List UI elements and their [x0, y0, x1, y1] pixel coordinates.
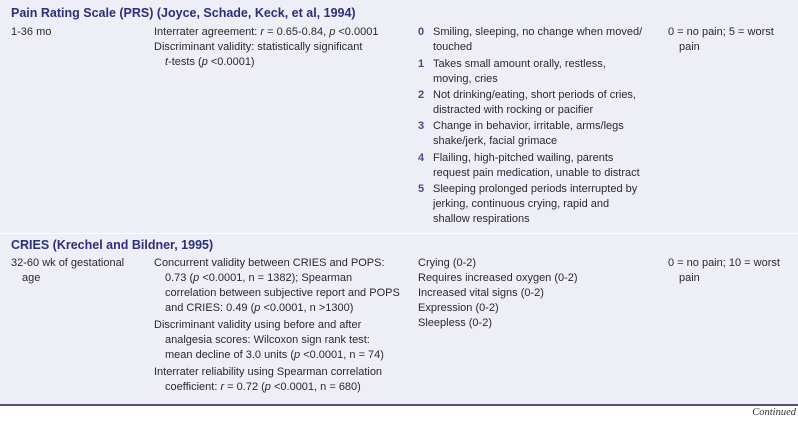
prs-item-number: 4: [418, 152, 425, 164]
cries-reliability-line: Discriminant validity using before and after: [154, 319, 362, 331]
prs-score-line-2: pain: [679, 41, 700, 53]
cries-reliability-line: Interrater reliability using Spearman correlation: [154, 366, 383, 378]
cries-item: Crying (0-2): [418, 257, 477, 269]
prs-item-number: 3: [418, 120, 425, 132]
cries-reliability-line: mean decline of 3.0 units (p <0.0001, n = 74): [165, 349, 384, 361]
cries-reliability-line: correlation between subjective report and POPS: [165, 287, 400, 299]
cries-item: Sleepless (0-2): [418, 317, 492, 329]
section-divider: [0, 233, 798, 234]
cries-title: CRIES (Krechel and Bildner, 1995): [11, 238, 214, 252]
continued-label: Continued: [752, 407, 796, 418]
cries-reliability-line: 0.73 (p <0.0001, n = 1382); Spearman: [165, 272, 353, 284]
cries-reliability-line: analgesia scores: Wilcoxon sign rank test:: [165, 334, 370, 346]
prs-item-text: shake/jerk, facial grimace: [433, 135, 558, 147]
prs-population: 1-36 mo: [11, 26, 52, 38]
prs-reliability-line-3: t-tests (p <0.0001): [165, 56, 255, 68]
prs-item-text: moving, cries: [433, 73, 498, 85]
cries-item: Requires increased oxygen (0-2): [418, 272, 578, 284]
cries-reliability-line: Concurrent validity between CRIES and POPS:: [154, 257, 385, 269]
prs-item-text: shallow respirations: [433, 213, 530, 225]
cries-population-line-1: 32-60 wk of gestational: [11, 257, 125, 269]
prs-item-number: 1: [418, 58, 425, 70]
cries-item: Expression (0-2): [418, 302, 499, 314]
prs-score-line-1: 0 = no pain; 5 = worst: [668, 26, 774, 38]
cries-item: Increased vital signs (0-2): [418, 287, 544, 299]
prs-item-text: Sleeping prolonged periods interrupted by: [433, 183, 638, 195]
cries-reliability-line: coefficient: r = 0.72 (p <0.0001, n = 680): [165, 381, 361, 393]
prs-item-text: request pain medication, unable to distract: [433, 167, 640, 179]
prs-item-text: Takes small amount orally, restless,: [433, 58, 606, 70]
prs-reliability-line-1: Interrater agreement: r = 0.65-0.84, p <0.0001: [154, 26, 379, 38]
prs-item-text: touched: [433, 41, 473, 53]
cries-score-line-2: pain: [679, 272, 700, 284]
prs-reliability-line-2: Discriminant validity: statistically significant: [154, 41, 363, 53]
cries-population-line-2: age: [22, 272, 41, 284]
cries-score-line-1: 0 = no pain; 10 = worst: [668, 257, 780, 269]
prs-item-text: Change in behavior, irritable, arms/legs: [433, 120, 624, 132]
prs-item-text: Smiling, sleeping, no change when moved/: [433, 26, 643, 38]
prs-item-number: 2: [418, 89, 425, 101]
prs-item-text: Flailing, high-pitched wailing, parents: [433, 152, 614, 164]
cries-reliability-line: and CRIES: 0.49 (p <0.0001, n >1300): [165, 302, 354, 314]
prs-title: Pain Rating Scale (PRS) (Joyce, Schade, Keck, et al, 1994): [11, 6, 356, 20]
prs-item-number: 5: [418, 183, 425, 195]
prs-item-text: jerking, continuous crying, rapid and: [433, 198, 610, 210]
prs-item-number: 0: [418, 26, 425, 38]
prs-item-text: distracted with rocking or pacifier: [433, 104, 594, 116]
prs-item-text: Not drinking/eating, short periods of cries,: [433, 89, 636, 101]
